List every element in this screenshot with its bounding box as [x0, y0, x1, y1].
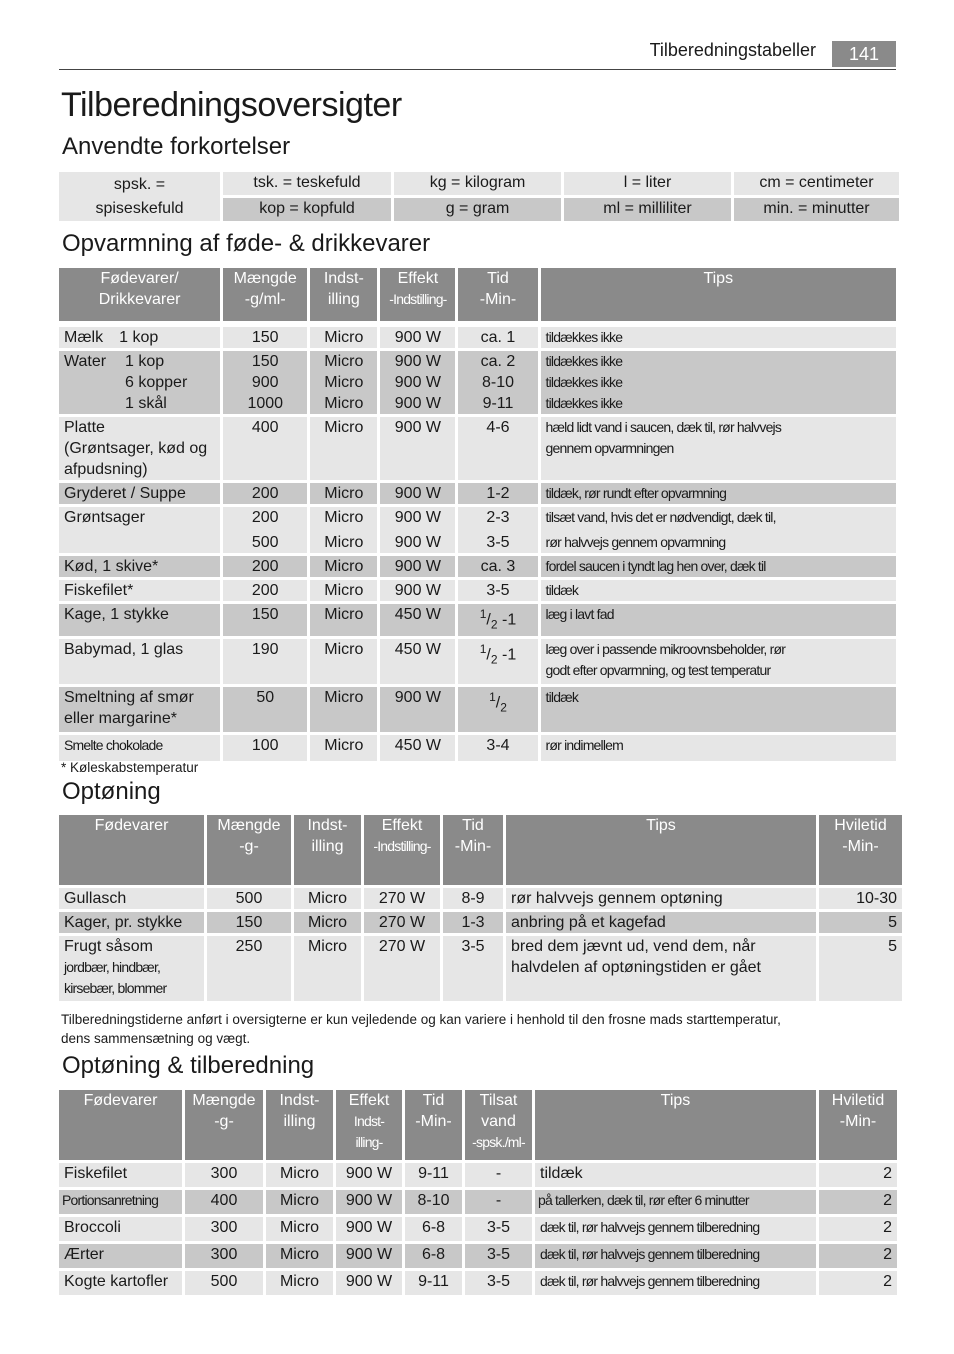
col-header-effect: Effekt -Indstilling-	[380, 268, 455, 321]
abbrev-text: spiseskefuld	[95, 200, 184, 217]
col-header-tips: Tips	[506, 815, 816, 885]
abbrev-cell: kg = kilogram	[394, 172, 561, 195]
table-row: Fiskefilet* 200 Micro 900 W 3-5 tildæk	[59, 580, 896, 601]
col-header-qty: Mængde -g-	[207, 815, 291, 885]
table-row: Broccoli 300 Micro 900 W 6-8 3-5 dæk til, rør halvvejs gennem tilberedning 2	[59, 1217, 897, 1241]
table-row: Portionsanretning 400 Micro 900 W 8-10 - på tallerken, dæk til, rør efter 6 minutter 2	[59, 1190, 897, 1214]
abbrev-cell: g = gram	[394, 198, 561, 221]
header-rule	[59, 69, 896, 70]
col-header-food: Fødevarer	[59, 1090, 182, 1160]
table-row: Babymad, 1 glas 190 Micro 450 W $^1/_2$ -1 læg over i passende mikroovnsbeholder, rør godt efter opvarmning, og test temperatur	[59, 639, 896, 684]
table-row: Gryderet / Suppe 200 Micro 900 W 1-2 tildæk, rør rundt efter opvarmning	[59, 483, 896, 504]
table-row: Gullasch 500 Micro 270 W 8-9 rør halvvejs gennem optøning 10-30	[59, 888, 902, 909]
table-row: Grøntsager 200 500 Micro Micro 900 W 900 W 2-3 3-5 tilsæt vand, hvis det er nødvendigt, dæk til, rør halvvejs gennem opvarmning	[59, 507, 896, 553]
col-header-food: Fødevarer	[59, 815, 204, 885]
col-header-qty: Mængde -g/ml-	[223, 268, 307, 321]
col-header-time: Tid -Min-	[443, 815, 503, 885]
col-header-tips: Tips	[541, 268, 896, 321]
defrost-table	[56, 812, 905, 1004]
abbrev-heading: Anvendte forkortelser	[62, 133, 291, 160]
footnote: * Køleskabstemperatur	[61, 760, 199, 775]
table-row: Smelte chokolade 100 Micro 450 W 3-4 rør indimellem	[59, 735, 896, 761]
table-row: Ærter 300 Micro 900 W 6-8 3-5 dæk til, rør halvvejs gennem tilberedning 2	[59, 1244, 897, 1268]
col-header-setting: Indst- illing	[310, 268, 377, 321]
table-row: Fiskefilet 300 Micro 900 W 9-11 - tildæk 2	[59, 1163, 897, 1187]
section-title: Tilberedningstabeller	[649, 40, 816, 60]
table-row: Kager, pr. stykke 150 Micro 270 W 1-3 anbring på et kagefad 5	[59, 912, 902, 933]
col-header-setting: Indst- illing	[266, 1090, 333, 1160]
col-header-rest: Hviletid -Min-	[819, 815, 902, 885]
abbrev-text: spsk. =	[113, 176, 166, 193]
col-header-tips: Tips	[535, 1090, 816, 1160]
page-title: Tilberedningsoversigter	[61, 86, 402, 124]
col-header-setting: Indst- illing	[294, 815, 361, 885]
abbrev-cell: kop = kopfuld	[223, 198, 391, 221]
page-number: 141	[832, 41, 896, 67]
col-header-time: Tid -Min-	[458, 268, 537, 321]
col-header-rest: Hviletid -Min-	[819, 1090, 897, 1160]
col-header-qty: Mængde -g-	[185, 1090, 263, 1160]
defrost-note: Tilberedningstiderne anført i oversigterne er kun vejledende og kan variere i henhold til den frosne mads starttemperatur, dens sammensætning og vægt.	[61, 1012, 781, 1046]
table-row: Frugt såsom jordbær, hindbær, kirsebær, blommer 250 Micro 270 W 3-5 bred dem jævnt ud, vend dem, når halvdelen af optøningstiden er gået 5	[59, 936, 902, 1001]
table-row: Smeltning af smør eller margarine* 50 Micro 900 W $^1/_2$ tildæk	[59, 687, 896, 732]
abbrev-cell: l = liter	[564, 172, 731, 195]
col-header-effect: Effekt Indst- illing-	[336, 1090, 402, 1160]
defrost-cook-table	[56, 1087, 900, 1298]
defrost-cook-heading: Optøning & tilberedning	[62, 1052, 315, 1079]
abbrev-cell: tsk. = teskefuld	[223, 172, 391, 195]
heating-heading: Opvarmning af føde- & drikkevarer	[62, 230, 431, 257]
abbrev-table	[56, 169, 902, 224]
heating-table	[56, 265, 899, 764]
table-row: Kage, 1 stykke 150 Micro 450 W $^1/_2$ -1 læg i lavt fad	[59, 604, 896, 636]
table-row: Mælk 1 kop 150 Micro 900 W ca. 1 tildækkes ikke	[59, 327, 896, 348]
defrost-heading: Optøning	[62, 778, 161, 805]
col-header-food: Fødevarer/ Drikkevarer	[59, 268, 220, 321]
table-row: Kød, 1 skive* 200 Micro 900 W ca. 3 fordel saucen i tyndt lag hen over, dæk til	[59, 556, 896, 577]
table-row: Kogte kartofler 500 Micro 900 W 9-11 3-5 dæk til, rør halvvejs gennem tilberedning 2	[59, 1271, 897, 1295]
table-row: Water 1 kop 6 kopper 1 skål 150 900 1000 Micro Micro Micro 900 W 900 W 900 W ca. 2 8-10 9-11 tildækkes ikke tildækkes ikke tildækkes ikke	[59, 351, 896, 414]
col-header-water: Tilsat vand -spsk./ml-	[465, 1090, 532, 1160]
table-row: Platte (Grøntsager, kød og afpudsning) 400 Micro 900 W 4-6 hæld lidt vand i saucen, dæk til, rør halvvejs gennem opvarmningen	[59, 417, 896, 480]
abbrev-cell: cm = centimeter	[734, 172, 899, 195]
abbrev-cell: ml = milliliter	[564, 198, 731, 221]
col-header-time: Tid -Min-	[405, 1090, 462, 1160]
abbrev-cell: min. = minutter	[734, 198, 899, 221]
abbrev-cell	[59, 172, 220, 221]
col-header-effect: Effekt -Indstilling-	[364, 815, 440, 885]
